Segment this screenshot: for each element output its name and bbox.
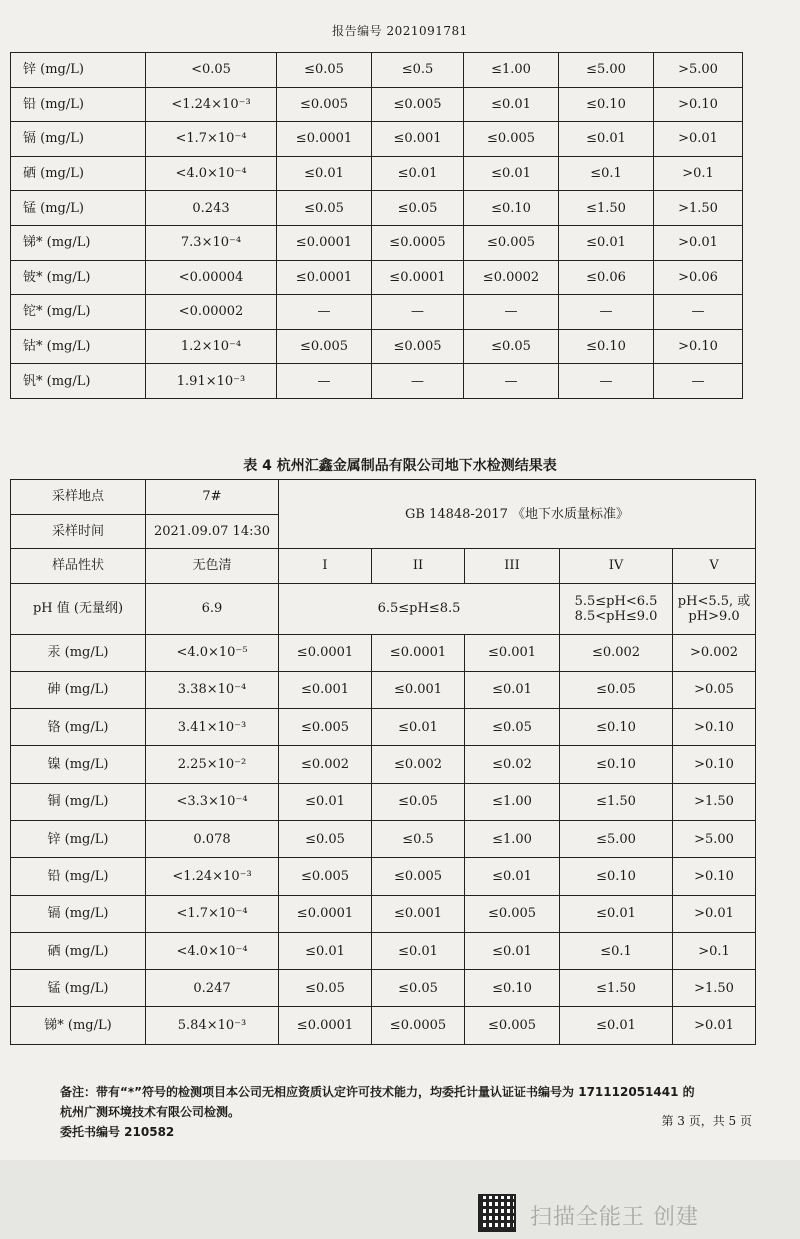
measured-value: 3.41×10⁻³ [146, 709, 279, 746]
standard-limit-4: ≤0.01 [560, 1007, 673, 1044]
table-row [11, 191, 743, 226]
standard-limit-3: ≤0.01 [464, 87, 559, 122]
standard-limit-4: ≤0.1 [560, 932, 673, 969]
standard-limit-3: ≤0.005 [464, 122, 559, 157]
parameter-name: 锌 (mg/L) [11, 820, 146, 857]
standard-limit-1: ≤0.002 [279, 746, 372, 783]
standard-limit-5: >0.01 [654, 122, 743, 157]
parameter-name: 砷 (mg/L) [11, 671, 146, 708]
parameter-name: 硒 (mg/L) [11, 156, 146, 191]
standard-limit-2: ≤0.0001 [372, 634, 465, 671]
parameter-name: 汞 (mg/L) [11, 634, 146, 671]
standard-limit-3: ≤1.00 [465, 783, 560, 820]
standard-limit-2: ≤0.05 [372, 191, 464, 226]
standard-limit-4: ≤0.1 [559, 156, 654, 191]
parameter-name: 铊* (mg/L) [11, 295, 146, 330]
standard-limit-1: ≤0.05 [277, 53, 372, 88]
standard-limit-4: ≤0.06 [559, 260, 654, 295]
standard-limit-3: — [464, 295, 559, 330]
standard-limit-4: ≤5.00 [560, 820, 673, 857]
ph-label: pH 值 (无量纲) [11, 583, 146, 634]
standard-limit-5: >0.05 [673, 671, 756, 708]
standard-limit-5: >0.10 [654, 87, 743, 122]
standard-limit-1: ≤0.05 [277, 191, 372, 226]
standard-limit-2: ≤0.005 [372, 87, 464, 122]
standard-limit-5: >1.50 [673, 970, 756, 1007]
sample-char-value: 无色清 [146, 549, 279, 584]
sample-char-label: 样品性状 [11, 549, 146, 584]
class-1-header: I [279, 549, 372, 584]
measured-value: <0.05 [146, 53, 277, 88]
standard-limit-4: — [559, 295, 654, 330]
table-row [11, 634, 756, 671]
parameter-name: 铍* (mg/L) [11, 260, 146, 295]
standard-limit-4: — [559, 364, 654, 399]
measured-value: <1.7×10⁻⁴ [146, 122, 277, 157]
standard-limit-3: ≤0.001 [465, 634, 560, 671]
table-row [11, 709, 756, 746]
standard-limit-5: >0.01 [654, 225, 743, 260]
table-row [11, 53, 743, 88]
measured-value: <0.00002 [146, 295, 277, 330]
standard-limit-2: ≤0.005 [372, 858, 465, 895]
measured-value: 5.84×10⁻³ [146, 1007, 279, 1044]
measured-value: <0.00004 [146, 260, 277, 295]
standard-limit-1: ≤0.0001 [277, 122, 372, 157]
standard-limit-1: ≤0.0001 [277, 260, 372, 295]
table-row [11, 225, 743, 260]
standard-limit-1: — [277, 295, 372, 330]
measured-value: 7.3×10⁻⁴ [146, 225, 277, 260]
sampling-time-label: 采样时间 [11, 514, 146, 549]
standard-limit-4: ≤0.05 [560, 671, 673, 708]
measured-value: <1.24×10⁻³ [146, 858, 279, 895]
sampling-site-row [11, 480, 756, 515]
parameter-name: 铅 (mg/L) [11, 87, 146, 122]
sample-char-row [11, 549, 756, 584]
parameter-name: 铬 (mg/L) [11, 709, 146, 746]
table-row [11, 122, 743, 157]
standard-limit-3: ≤0.10 [464, 191, 559, 226]
standard-limit-3: — [464, 364, 559, 399]
class-5-header: V [673, 549, 756, 584]
table-row [11, 260, 743, 295]
standard-limit-4: ≤0.10 [559, 87, 654, 122]
class-3-header: III [465, 549, 560, 584]
measured-value: 1.2×10⁻⁴ [146, 329, 277, 364]
ph-class-1-3: 6.5≤pH≤8.5 [279, 583, 560, 634]
sampling-site-label: 采样地点 [11, 480, 146, 515]
standard-limit-2: ≤0.05 [372, 970, 465, 1007]
measured-value: <4.0×10⁻⁴ [146, 932, 279, 969]
watermark-text: 扫描全能王 创建 [530, 1205, 699, 1230]
standard-limit-1: ≤0.005 [279, 709, 372, 746]
standard-limit-2: ≤0.5 [372, 820, 465, 857]
standard-limit-4: ≤0.01 [559, 122, 654, 157]
table-row [11, 783, 756, 820]
measured-value: 3.38×10⁻⁴ [146, 671, 279, 708]
standard-limit-1: ≤0.0001 [279, 895, 372, 932]
standard-limit-2: ≤0.01 [372, 709, 465, 746]
standard-limit-5: >0.10 [673, 858, 756, 895]
standard-limit-1: ≤0.005 [279, 858, 372, 895]
report-number: 报告编号 2021091781 [332, 24, 468, 38]
standard-limit-5: >0.1 [654, 156, 743, 191]
standard-limit-2: ≤0.0005 [372, 1007, 465, 1044]
standard-limit-3: ≤1.00 [464, 53, 559, 88]
ph-class-4: 5.5≤pH<6.5 8.5<pH≤9.0 [560, 583, 673, 634]
parameter-name: 锑* (mg/L) [11, 225, 146, 260]
standard-limit-4: ≤5.00 [559, 53, 654, 88]
standard-limit-1: ≤0.005 [277, 87, 372, 122]
standard-limit-4: ≤0.01 [560, 895, 673, 932]
standard-limit-5: — [654, 295, 743, 330]
standard-limit-2: ≤0.001 [372, 122, 464, 157]
parameter-name: 锑* (mg/L) [11, 1007, 146, 1044]
standard-limit-3: ≤0.01 [465, 671, 560, 708]
parameter-name: 铅 (mg/L) [11, 858, 146, 895]
table-4-title: 表 4 杭州汇鑫金属制品有限公司地下水检测结果表 [243, 458, 557, 474]
standard-limit-2: ≤0.5 [372, 53, 464, 88]
sampling-time-value: 2021.09.07 14:30 [146, 514, 279, 549]
measured-value: 0.078 [146, 820, 279, 857]
table-row [11, 329, 743, 364]
standard-limit-5: >1.50 [673, 783, 756, 820]
standard-limit-5: >0.06 [654, 260, 743, 295]
table-row [11, 1007, 756, 1044]
standard-limit-4: ≤1.50 [560, 970, 673, 1007]
standard-limit-3: ≤0.005 [465, 895, 560, 932]
standard-limit-1: ≤0.05 [279, 970, 372, 1007]
standard-limit-5: >0.002 [673, 634, 756, 671]
table-row [11, 820, 756, 857]
standard-limit-3: ≤0.10 [465, 970, 560, 1007]
parameter-name: 钴* (mg/L) [11, 329, 146, 364]
qr-code-icon [480, 1196, 514, 1230]
standard-limit-3: ≤0.05 [465, 709, 560, 746]
standard-limit-2: ≤0.01 [372, 932, 465, 969]
parameter-name: 硒 (mg/L) [11, 932, 146, 969]
ph-class-5: pH<5.5, 或 pH>9.0 [673, 583, 756, 634]
standard-limit-3: ≤0.05 [464, 329, 559, 364]
remarks-note [60, 1082, 700, 1142]
standard-limit-2: ≤0.002 [372, 746, 465, 783]
standard-limit-1: ≤0.05 [279, 820, 372, 857]
standard-limit-1: ≤0.01 [277, 156, 372, 191]
table-row [11, 671, 756, 708]
parameter-name: 锰 (mg/L) [11, 970, 146, 1007]
standard-limit-4: ≤1.50 [560, 783, 673, 820]
standard-limit-4: ≤0.10 [560, 858, 673, 895]
class-2-header: II [372, 549, 465, 584]
standard-limit-1: ≤0.0001 [277, 225, 372, 260]
standard-limit-1: ≤0.0001 [279, 634, 372, 671]
parameter-name: 镉 (mg/L) [11, 895, 146, 932]
table-row [11, 746, 756, 783]
table-row [11, 970, 756, 1007]
measured-value: <1.7×10⁻⁴ [146, 895, 279, 932]
measured-value: 0.247 [146, 970, 279, 1007]
standard-limit-2: ≤0.05 [372, 783, 465, 820]
parameter-name: 锰 (mg/L) [11, 191, 146, 226]
parameter-name: 钒* (mg/L) [11, 364, 146, 399]
standard-limit-4: ≤0.10 [559, 329, 654, 364]
standard-limit-1: ≤0.0001 [279, 1007, 372, 1044]
groundwater-results-table [10, 479, 756, 1045]
measured-value: 1.91×10⁻³ [146, 364, 277, 399]
parameter-name: 镍 (mg/L) [11, 746, 146, 783]
table-row [11, 295, 743, 330]
remarks-text: 备注：带有“*”符号的检测项目本公司无相应资质认定许可技术能力，均委托计量认证证书编号为 171112051441 的杭州广测环境技术有限公司检测。 [60, 1085, 695, 1119]
standard-limit-4: ≤0.002 [560, 634, 673, 671]
table-row [11, 156, 743, 191]
measured-value: <4.0×10⁻⁵ [146, 634, 279, 671]
standard-limit-5: >1.50 [654, 191, 743, 226]
measured-value: 2.25×10⁻² [146, 746, 279, 783]
measured-value: <3.3×10⁻⁴ [146, 783, 279, 820]
continued-results-table [10, 52, 743, 399]
page-number: 第 3 页，共 5 页 [661, 1114, 752, 1128]
ph-row [11, 583, 756, 634]
standard-limit-1: ≤0.001 [279, 671, 372, 708]
standard-limit-2: ≤0.0005 [372, 225, 464, 260]
standard-limit-2: ≤0.01 [372, 156, 464, 191]
standard-limit-4: ≤0.10 [560, 746, 673, 783]
parameter-name: 镉 (mg/L) [11, 122, 146, 157]
standard-limit-1: ≤0.01 [279, 932, 372, 969]
measured-value: 0.243 [146, 191, 277, 226]
parameter-name: 铜 (mg/L) [11, 783, 146, 820]
standard-limit-4: ≤0.01 [559, 225, 654, 260]
table-row [11, 364, 743, 399]
standard-limit-5: >0.10 [673, 746, 756, 783]
parameter-name: 锌 (mg/L) [11, 53, 146, 88]
standard-limit-5: >5.00 [654, 53, 743, 88]
standard-limit-5: >5.00 [673, 820, 756, 857]
standard-limit-3: ≤0.01 [465, 858, 560, 895]
measured-value: <4.0×10⁻⁴ [146, 156, 277, 191]
standard-limit-3: ≤0.005 [465, 1007, 560, 1044]
standard-limit-1: — [277, 364, 372, 399]
standard-limit-5: >0.1 [673, 932, 756, 969]
sampling-site-value: 7# [146, 480, 279, 515]
standard-limit-5: >0.01 [673, 895, 756, 932]
commission-number: 委托书编号 210582 [60, 1125, 175, 1139]
standard-limit-5: >0.10 [654, 329, 743, 364]
scanner-watermark [480, 1196, 780, 1232]
table-row [11, 932, 756, 969]
standard-limit-2: — [372, 295, 464, 330]
standard-limit-4: ≤1.50 [559, 191, 654, 226]
standard-limit-1: ≤0.01 [279, 783, 372, 820]
table-row [11, 895, 756, 932]
standard-limit-3: ≤0.005 [464, 225, 559, 260]
table-row [11, 87, 743, 122]
standard-limit-3: ≤1.00 [465, 820, 560, 857]
table-row [11, 858, 756, 895]
standard-limit-4: ≤0.10 [560, 709, 673, 746]
standard-limit-3: ≤0.01 [465, 932, 560, 969]
standard-limit-2: ≤0.001 [372, 895, 465, 932]
standard-limit-3: ≤0.01 [464, 156, 559, 191]
standard-title: GB 14848-2017 《地下水质量标准》 [279, 480, 756, 549]
measured-value: <1.24×10⁻³ [146, 87, 277, 122]
class-4-header: IV [560, 549, 673, 584]
standard-limit-5: — [654, 364, 743, 399]
standard-limit-2: ≤0.001 [372, 671, 465, 708]
standard-limit-3: ≤0.0002 [464, 260, 559, 295]
standard-limit-1: ≤0.005 [277, 329, 372, 364]
ph-value: 6.9 [146, 583, 279, 634]
standard-limit-2: ≤0.0001 [372, 260, 464, 295]
standard-limit-5: >0.01 [673, 1007, 756, 1044]
standard-limit-5: >0.10 [673, 709, 756, 746]
standard-limit-2: — [372, 364, 464, 399]
standard-limit-3: ≤0.02 [465, 746, 560, 783]
standard-limit-2: ≤0.005 [372, 329, 464, 364]
